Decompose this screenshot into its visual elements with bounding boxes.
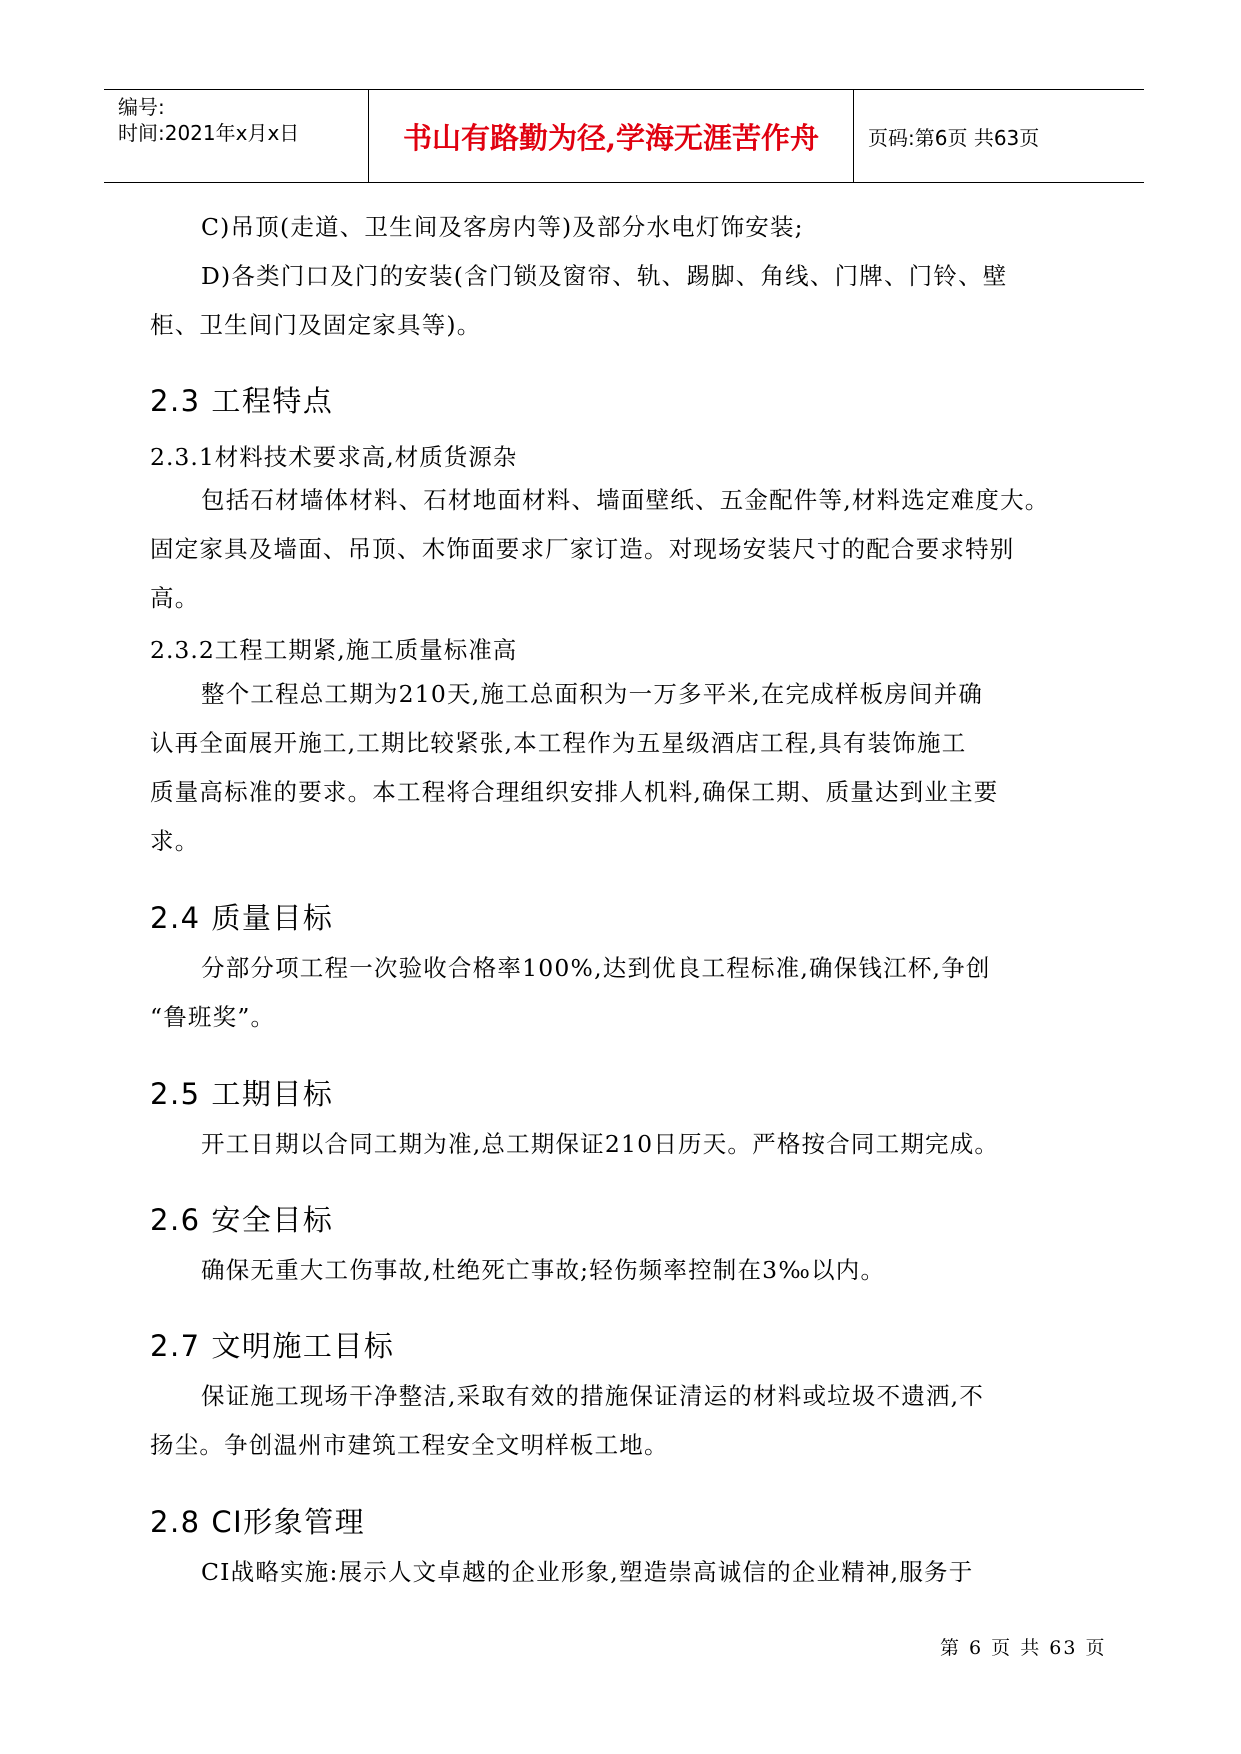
header-page-cell [854,90,1144,182]
paragraph-line: 扬尘。争创温州市建筑工程安全文明样板工地。 [150,1431,669,1459]
paragraph-line: 求。 [150,827,200,855]
paragraph-line: 认再全面展开施工,工期比较紧张,本工程作为五星级酒店工程,具有装饰施工 [150,729,967,757]
paragraph-line: 包括石材墙体材料、石材地面材料、墙面壁纸、五金配件等,材料选定难度大。 [201,486,1050,514]
paragraph-line: 保证施工现场干净整洁,采取有效的措施保证清运的材料或垃圾不遗洒,不 [201,1382,985,1410]
paragraph-line: CI战略实施:展示人文卓越的企业形象,塑造崇高诚信的企业精神,服务于 [201,1558,974,1586]
section-heading-2-6: 2.6 安全目标 [150,1203,334,1237]
paragraph-line: 柜、卫生间门及固定家具等)。 [150,311,482,339]
subsection-heading-2-3-1: 2.3.1材料技术要求高,材质货源杂 [150,443,518,471]
section-heading-2-3: 2.3 工程特点 [150,384,334,418]
header-info-cell [104,90,369,182]
page-header [104,89,1144,183]
section-heading-2-5: 2.5 工期目标 [150,1077,334,1111]
paragraph-line: C)吊顶(走道、卫生间及客房内等)及部分水电灯饰安装; [201,213,804,241]
paragraph-line: 整个工程总工期为210天,施工总面积为一万多平米,在完成样板房间并确 [201,680,984,708]
paragraph-line: 分部分项工程一次验收合格率100%,达到优良工程标准,确保钱江杯,争创 [201,954,991,982]
paragraph-line: D)各类门口及门的安装(含门锁及窗帘、轨、踢脚、角线、门牌、门铃、壁 [201,262,1008,290]
section-heading-2-8: 2.8 CI形象管理 [150,1505,366,1539]
header-page-label: 页码:第6页 共63页 [868,125,1040,150]
section-heading-2-4: 2.4 质量目标 [150,901,334,935]
section-heading-2-7: 2.7 文明施工目标 [150,1329,395,1363]
document-time-label: 时间:2021年x月x日 [118,121,300,145]
paragraph-line: 固定家具及墙面、吊顶、木饰面要求厂家订造。对现场安装尺寸的配合要求特别 [150,535,1015,563]
paragraph-line: 确保无重大工伤事故,杜绝死亡事故;轻伤频率控制在3‰以内。 [201,1256,886,1284]
paragraph-line: 质量高标准的要求。本工程将合理组织安排人机料,确保工期、质量达到业主要 [150,778,999,806]
paragraph-line: “鲁班奖”。 [150,1003,276,1031]
paragraph-line: 开工日期以合同工期为准,总工期保证210日历天。严格按合同工期完成。 [201,1130,1000,1158]
subsection-heading-2-3-2: 2.3.2工程工期紧,施工质量标准高 [150,636,518,664]
page-footer: 第 6 页 共 63 页 [940,1637,1107,1659]
document-number-label: 编号: [118,95,165,119]
header-motto: 书山有路勤为径,学海无涯苦作舟 [402,120,820,155]
paragraph-line: 高。 [150,584,200,612]
header-motto-cell [369,90,854,182]
